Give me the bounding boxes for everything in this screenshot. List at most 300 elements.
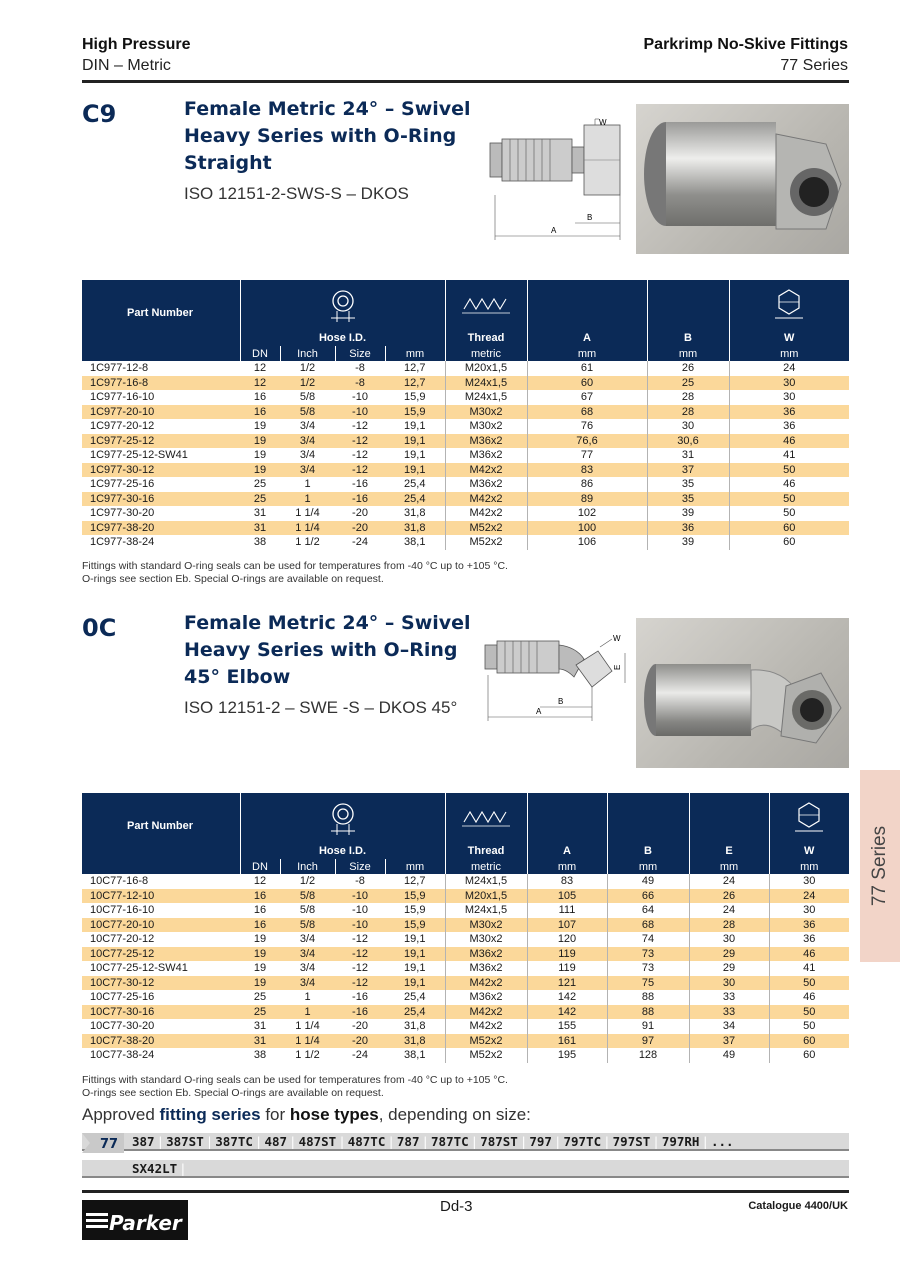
table-cell: 19 [253,449,267,461]
table-cell: 37 [647,463,729,478]
table-cell: 12,7 [404,362,426,374]
table-cell: 25,4 [385,1005,445,1020]
note-line: O-rings see section Eb. Special O-rings are available on request. [82,1087,384,1099]
part-number-cell: 1C977-25-16 [90,478,155,490]
table-cell: 119 [527,961,607,976]
table-cell: 30 [729,376,849,391]
table-cell: 41 [729,448,849,463]
table-cell: -24 [352,1049,368,1061]
table-cell: 19 [253,420,267,432]
approved-fitting-series: fitting series [159,1105,261,1124]
spec-table-body [82,874,849,1063]
drawing-label-a: A [551,226,557,235]
table-cell: M24x1,5 [445,903,527,918]
table-cell: 60 [729,521,849,536]
table-cell: 111 [527,903,607,918]
col-a: A [527,330,647,346]
catalogue-number: Catalogue 4400/UK [748,1200,848,1212]
table-cell: M36x2 [445,434,527,449]
table-row [82,976,849,991]
table-cell: 12 [253,362,267,374]
drawing-label-a: A [536,707,542,716]
thread-icon-cell [445,280,527,330]
table-cell: 25 [253,478,267,490]
table-cell: 36 [769,932,849,947]
table-cell: M20x1,5 [445,361,527,376]
table-row [82,361,849,376]
hose-series-item: 797TC [563,1134,602,1149]
elbow-fitting-photo [636,618,849,768]
page-number: Dd-3 [440,1198,473,1215]
sub-dim: mm [647,346,729,361]
table-cell: 1 [280,1005,335,1020]
table-cell: 25 [240,1005,280,1020]
drawing-label-e: E [613,664,622,670]
sub-mm: mm [385,859,445,874]
approved-series-heading [82,1105,531,1125]
table-cell: 26 [647,361,729,376]
hose-series-item: SX42LT [132,1161,178,1176]
table-cell: 3/4 [299,962,316,974]
table-cell: -12 [335,976,385,991]
table-cell: -10 [335,918,385,933]
table-cell: -8 [355,875,365,887]
table-row [82,874,849,889]
part-number-cell: 1C977-16-10 [90,391,155,403]
table-cell: 46 [729,477,849,492]
hex-icon-cell [769,793,849,843]
table-cell: 25 [240,492,280,507]
sub-inch: Inch [280,859,335,874]
table-cell: 38,1 [404,536,426,548]
drawing-label-b: B [558,697,564,706]
table-cell: 28 [689,918,769,933]
table-cell: 12 [240,376,280,391]
parker-logo-text: Parker [109,1211,182,1235]
table-cell: 60 [527,376,647,391]
col-b: B [647,330,729,346]
table-cell: 15,9 [404,391,426,403]
series-separator: | [470,1134,479,1149]
hose-series-row [82,1160,849,1178]
table-cell: 155 [527,1019,607,1034]
part-number-cell: 10C77-20-10 [82,918,240,933]
series-separator: | [519,1134,528,1149]
series-separator: | [652,1134,660,1149]
part-number-cell: 1C977-16-8 [82,376,240,391]
table-cell: 19 [253,962,267,974]
part-number-cell: 10C77-16-8 [90,875,149,887]
part-number-cell: 1C977-30-20 [90,507,155,519]
table-cell: -16 [352,478,368,490]
table-cell: M52x2 [445,1034,527,1049]
table-cell: 19 [240,947,280,962]
hose-series-row [82,1133,849,1151]
part-number-cell: 10C77-25-12-SW41 [90,962,188,974]
table-cell: 12 [253,875,267,887]
table-cell: 97 [607,1034,689,1049]
table-cell: 35 [647,477,729,492]
hose-id-icon [323,797,363,837]
table-cell: M36x2 [445,961,527,976]
series-separator: | [156,1134,165,1149]
table-cell: 76 [527,419,647,434]
drawing-label-w: W [599,118,607,127]
table-cell: 102 [527,506,647,521]
sub-dim: mm [527,859,607,874]
title-line: Heavy Series with O-Ring [184,125,457,147]
table-cell: 1/2 [299,362,316,374]
table-cell: 105 [527,889,607,904]
sub-dim: mm [527,346,647,361]
hose-series-item: 487 [264,1134,288,1149]
title-line: 45° Elbow [184,666,291,688]
table-cell: -10 [335,889,385,904]
table-cell: 16 [240,889,280,904]
side-tab-text: 77 Series [869,825,890,907]
table-cell: 3/4 [280,434,335,449]
approved-suffix: , depending on size: [378,1105,531,1124]
table-cell: M42x2 [445,1005,527,1020]
table-cell: 28 [647,390,729,405]
table-cell: M20x1,5 [445,889,527,904]
table-cell: 15,9 [404,904,426,916]
table-row [82,390,849,405]
table-row [82,492,849,507]
part-number-cell: 10C77-25-16 [90,991,155,1003]
table-cell: 1 [304,478,311,490]
table-cell: 28 [647,405,729,420]
table-cell: 107 [527,918,607,933]
table-cell: 19,1 [404,449,426,461]
hose-series-item: 487ST [298,1134,337,1149]
table-row [82,535,849,550]
table-cell: 38 [253,536,267,548]
table-cell: M36x2 [445,947,527,962]
table-cell: 121 [527,976,607,991]
table-cell: 50 [769,976,849,991]
table-cell: M42x2 [445,1019,527,1034]
table-cell: -12 [352,962,368,974]
table-cell: 68 [527,405,647,420]
table-row [82,463,849,478]
table-cell: -12 [352,933,368,945]
series-separator: | [603,1134,611,1149]
table-cell: 35 [647,492,729,507]
header-right-subtitle: 77 Series [780,57,848,74]
col-part-number: Part Number [82,280,240,346]
straight-fitting-photo [636,104,849,254]
thread-icon [456,802,516,832]
table-cell: -12 [352,420,368,432]
table-cell: 161 [527,1034,607,1049]
table-cell: 3/4 [299,933,316,945]
table-cell: 12,7 [404,875,426,887]
table-cell: 74 [607,932,689,947]
iso-standard: ISO 12151-2-SWS-S – DKOS [184,184,409,203]
drawing-label-w: W [613,634,621,643]
elbow-fitting-drawing [480,625,630,725]
hex-icon [769,284,809,324]
note-line: O-rings see section Eb. Special O-rings are available on request. [82,573,384,585]
table-cell: -16 [335,492,385,507]
part-number-cell: 10C77-12-10 [82,889,240,904]
col-e: E [689,843,769,859]
table-cell: 142 [527,1005,607,1020]
table-cell: 19 [240,434,280,449]
title-line: Female Metric 24° – Swivel [184,98,471,120]
table-cell: 37 [689,1034,769,1049]
table-cell: 24 [729,361,849,376]
table-cell: 19,1 [404,933,426,945]
footer-rule [82,1190,849,1193]
series-separator: | [338,1134,346,1149]
part-number-cell: 10C77-30-12 [82,976,240,991]
part-number-cell: 1C977-12-8 [90,362,149,374]
table-cell: 24 [689,903,769,918]
hose-series-item: 787 [396,1134,420,1149]
sub-dim: mm [729,346,849,361]
table-row [82,947,849,962]
part-number-cell: 1C977-25-12-SW41 [90,449,188,461]
table-cell: M30x2 [445,932,527,947]
col-w: W [729,330,849,346]
part-number-cell: 10C77-20-12 [90,933,155,945]
hose-series-item: 387ST [166,1134,204,1149]
sub-dn: DN [240,859,280,874]
table-cell: 19,1 [404,962,426,974]
table-cell: 128 [607,1048,689,1063]
table-cell: 33 [689,990,769,1005]
table-cell: 38,1 [404,1049,426,1061]
part-number-cell: 1C977-25-12 [82,434,240,449]
table-cell: -20 [352,507,368,519]
approved-hose-types: hose types [289,1105,379,1124]
table-cell: -8 [335,376,385,391]
table-row [82,376,849,391]
series-separator: | [254,1134,263,1149]
sub-dim: mm [769,859,849,874]
table-cell: 3/4 [299,420,316,432]
col-a: A [527,843,607,859]
table-row [82,932,849,947]
series-separator: | [179,1161,187,1176]
table-cell: 88 [607,990,689,1005]
table-cell: M42x2 [445,492,527,507]
table-cell: 50 [769,1019,849,1034]
hose-series-item: 387 [132,1134,155,1149]
table-cell: 31 [253,1020,267,1032]
table-cell: 16 [253,904,267,916]
table-cell: 1/2 [280,376,335,391]
series-77-label: 77 [100,1137,119,1152]
table-cell: 76,6 [527,434,647,449]
table-cell: 60 [729,535,849,550]
col-thread: Thread [445,330,527,346]
iso-standard: ISO 12151-2 – SWE -S – DKOS 45° [184,698,458,717]
table-cell: -20 [335,1034,385,1049]
table-cell: 1/2 [299,875,316,887]
table-cell: -10 [335,405,385,420]
table-cell: -16 [335,1005,385,1020]
col-thread: Thread [445,843,527,859]
sub-inch: Inch [280,346,335,361]
table-cell: 30 [689,932,769,947]
sub-thread: metric [445,346,527,361]
section-code: C9 [82,100,117,128]
part-number-cell: 1C977-30-12 [82,463,240,478]
table-cell: 73 [607,947,689,962]
thread-icon [456,289,516,319]
table-cell: 31 [240,521,280,536]
table-cell: M42x2 [445,976,527,991]
table-cell: M52x2 [445,521,527,536]
sub-dim: mm [689,859,769,874]
table-row [82,434,849,449]
col-b: B [607,843,689,859]
straight-fitting-drawing [485,105,630,245]
drawing-label-b: B [587,213,593,222]
section-code: 0C [82,614,117,642]
approved-middle: for [260,1105,290,1124]
table-cell: 36 [769,918,849,933]
table-cell: 3/4 [280,976,335,991]
table-cell: 16 [253,391,267,403]
series-77-badge [82,1133,124,1153]
hose-series-item: 797RH [661,1134,700,1149]
table-cell: 50 [729,492,849,507]
table-cell: 25,4 [385,492,445,507]
table-cell: 142 [527,990,607,1005]
table-cell: M36x2 [445,990,527,1005]
table-cell: 25,4 [404,478,426,490]
table-cell: 25,4 [404,991,426,1003]
hose-id-icon [323,284,363,324]
part-number-cell: 10C77-38-24 [90,1049,155,1061]
hose-series-item: 797ST [612,1134,651,1149]
table-cell: 39 [647,506,729,521]
table-cell: -12 [335,463,385,478]
table-cell: 106 [527,535,647,550]
spec-table-elbow [82,793,849,1063]
table-cell: 60 [769,1034,849,1049]
table-cell: 41 [769,961,849,976]
table-cell: 5/8 [299,391,316,403]
table-row [82,889,849,904]
header-right-title: Parkrimp No-Skive Fittings [643,36,848,53]
table-cell: 31 [647,448,729,463]
table-row [82,1019,849,1034]
table-cell: 30 [647,419,729,434]
table-row [82,1048,849,1063]
table-cell: M36x2 [445,448,527,463]
table-cell: M30x2 [445,419,527,434]
table-cell: 12,7 [385,376,445,391]
series-separator: | [289,1134,297,1149]
series-separator: | [387,1134,395,1149]
table-cell: 1 [304,991,311,1003]
side-tab-label [860,770,900,962]
table-cell: 25 [647,376,729,391]
title-line: Female Metric 24° – Swivel [184,612,471,634]
table-row [82,477,849,492]
col-hose-id: Hose I.D. [240,330,445,346]
sub-size: Size [335,346,385,361]
hose-id-icon-cell [240,280,445,330]
table-cell: 1 1/4 [295,507,320,519]
hose-series-item: 787ST [480,1134,518,1149]
table-cell: 67 [527,390,647,405]
table-row [82,903,849,918]
title-line: Straight [184,152,272,174]
table-cell: 1 1/4 [280,521,335,536]
table-cell: -8 [355,362,365,374]
table-cell: 24 [689,874,769,889]
table-cell: -10 [352,391,368,403]
hose-series-item: 787TC [431,1134,469,1149]
table-cell: 73 [607,961,689,976]
series-separator: | [421,1134,430,1149]
table-cell: -12 [335,434,385,449]
spec-table-body [82,361,849,550]
table-cell: 30 [769,874,849,889]
table-cell: 29 [689,961,769,976]
table-cell: 19,1 [404,420,426,432]
table-cell: 91 [607,1019,689,1034]
table-cell: 3/4 [280,947,335,962]
table-row [82,448,849,463]
table-cell: 83 [527,463,647,478]
table-cell: 1 1/2 [295,1049,320,1061]
table-cell: 30,6 [647,434,729,449]
thread-icon-cell [445,793,527,843]
table-cell: 19 [253,933,267,945]
table-cell: M24x1,5 [445,390,527,405]
table-cell: 25 [253,991,267,1003]
table-cell: 29 [689,947,769,962]
col-w: W [769,843,849,859]
table-cell: 3/4 [299,449,316,461]
table-cell: 68 [607,918,689,933]
part-number-cell: 1C977-38-24 [90,536,155,548]
table-cell: 36 [729,405,849,420]
table-cell: M42x2 [445,463,527,478]
table-cell: -12 [352,449,368,461]
table-cell: 19 [240,976,280,991]
table-cell: 5/8 [280,918,335,933]
sub-dn: DN [240,346,280,361]
table-row [82,990,849,1005]
part-number-cell: 1C977-20-10 [82,405,240,420]
table-cell: 5/8 [299,904,316,916]
table-cell: -12 [335,947,385,962]
table-cell: 50 [769,1005,849,1020]
table-cell: 77 [527,448,647,463]
table-cell: 31 [253,507,267,519]
table-cell: 83 [527,874,607,889]
table-cell: 49 [607,874,689,889]
parker-logo [82,1200,188,1240]
table-cell: 120 [527,932,607,947]
table-row [82,419,849,434]
table-cell: 3/4 [280,463,335,478]
table-cell: 46 [729,434,849,449]
table-cell: 1 1/4 [280,1034,335,1049]
table-cell: 60 [769,1048,849,1063]
approved-prefix: Approved [82,1105,160,1124]
table-cell: 46 [769,947,849,962]
table-row [82,961,849,976]
